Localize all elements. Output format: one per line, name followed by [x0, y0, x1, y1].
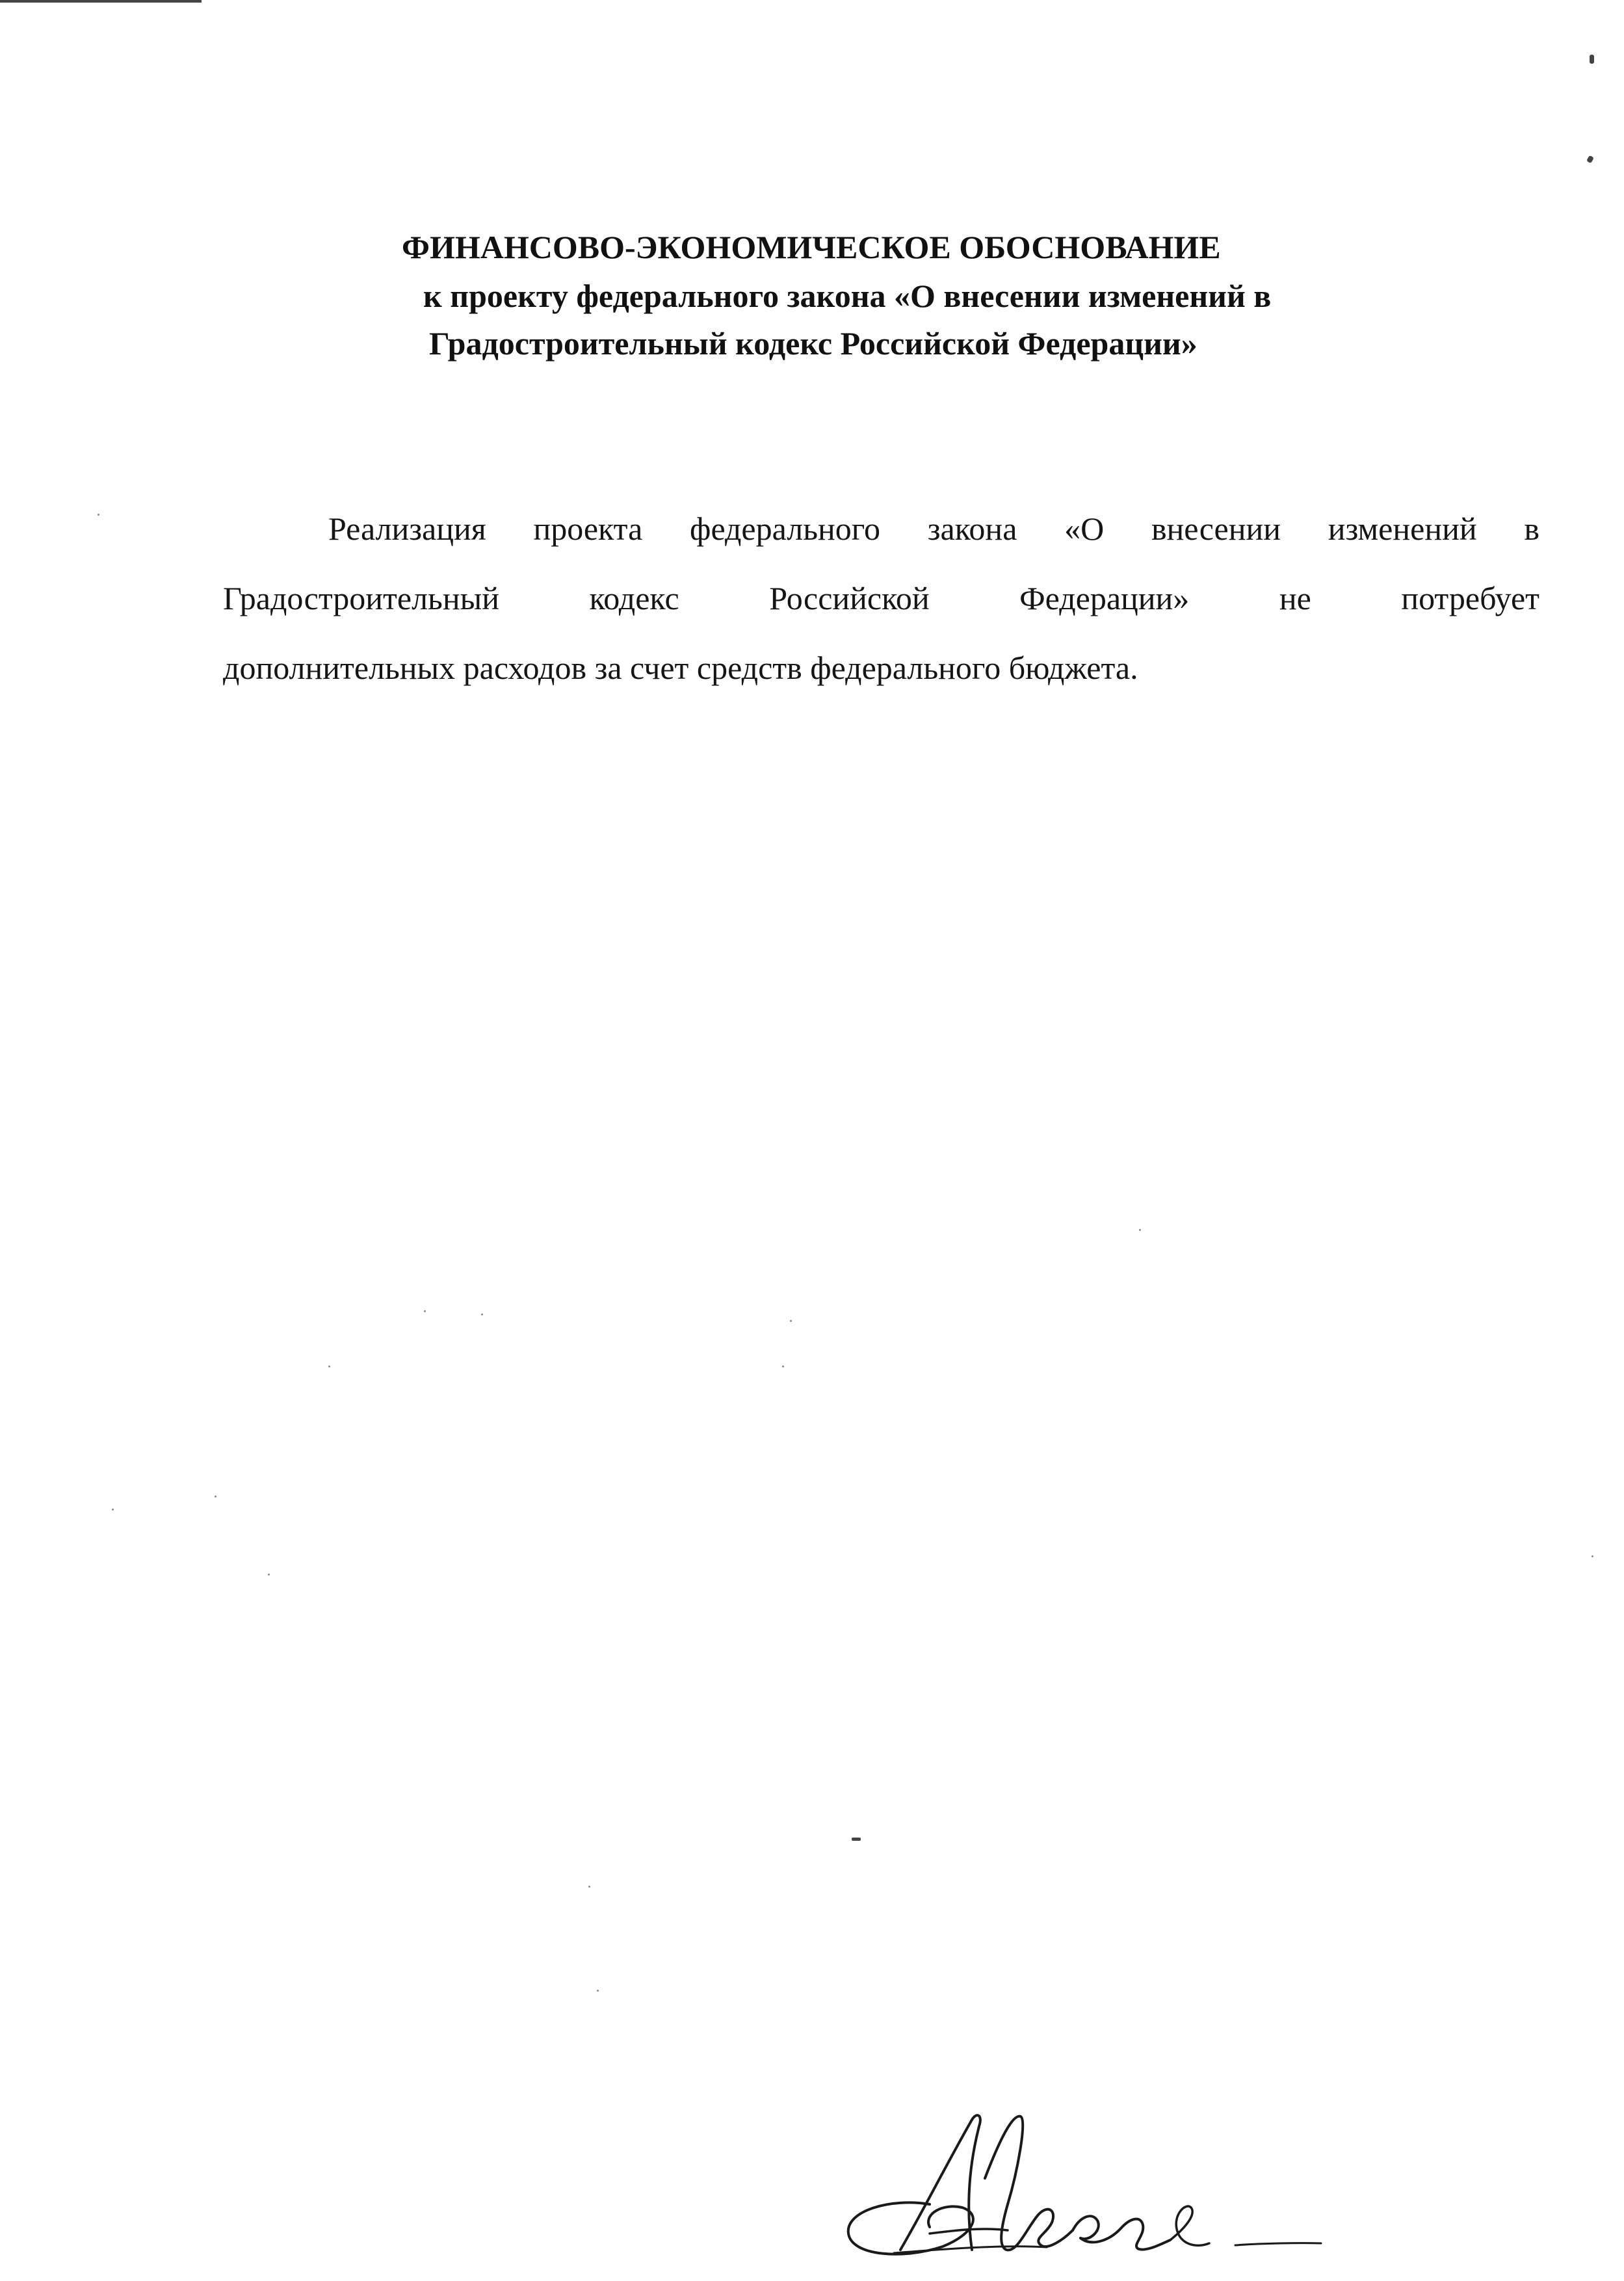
body-word: в: [1524, 510, 1539, 547]
scan-dust: [588, 1886, 590, 1888]
body-word: Российской: [769, 580, 930, 616]
signature-stroke: [1073, 2216, 1170, 2249]
scan-artifact-top-line: [0, 0, 202, 3]
body-word: не: [1279, 580, 1311, 616]
signature: [832, 2100, 1326, 2269]
document-title: ФИНАНСОВО-ЭКОНОМИЧЕСКОЕ ОБОСНОВАНИЕ: [402, 229, 1221, 265]
signature-strokes: [848, 2115, 1321, 2254]
signature-stroke: [848, 2202, 973, 2254]
body-word: «О: [1064, 510, 1105, 547]
body-word: Градостроительный: [223, 580, 499, 616]
body-word: закона: [927, 510, 1017, 547]
scan-dust: [268, 1574, 270, 1576]
body-word: Федерации»: [1019, 580, 1190, 616]
scan-dust: [112, 1509, 114, 1510]
scan-dust: [782, 1365, 784, 1367]
scan-dust: [481, 1313, 483, 1315]
scan-dust: [98, 514, 99, 516]
body-word: внесении: [1151, 510, 1281, 547]
scan-dust: [424, 1310, 426, 1312]
body-word: изменений: [1328, 510, 1477, 547]
body-word: потребует: [1401, 580, 1539, 616]
body-word: кодекс: [589, 580, 679, 616]
scan-dust: [790, 1320, 792, 1322]
body-word: Реализация: [328, 510, 486, 547]
body-paragraph-line-3: дополнительных расходов за счет средств федерального бюджета.: [223, 650, 1138, 686]
body-paragraph-line-1: [328, 509, 1539, 548]
body-word: проекта: [533, 510, 643, 547]
signature-stroke: [894, 2247, 1047, 2253]
scan-artifact-mark: [1586, 155, 1594, 164]
document-subtitle-line-2: Градостроительный кодекс Российской Федерации»: [429, 325, 1198, 362]
scan-artifact-mark: [1590, 55, 1594, 64]
scan-dust: [215, 1496, 216, 1497]
scan-dust: [1139, 1229, 1141, 1231]
document-subtitle-line-1: к проекту федерального закона «О внесении изменений в: [423, 278, 1272, 314]
scan-dust: [597, 1990, 599, 1992]
signature-stroke: [1170, 2206, 1209, 2245]
scan-dust: [1591, 1555, 1593, 1557]
body-word: федерального: [690, 510, 881, 547]
signature-stroke: [1235, 2243, 1321, 2245]
scan-dust: [328, 1365, 330, 1367]
body-paragraph-line-2: [223, 579, 1539, 618]
scan-artifact-mark: [852, 1838, 861, 1841]
